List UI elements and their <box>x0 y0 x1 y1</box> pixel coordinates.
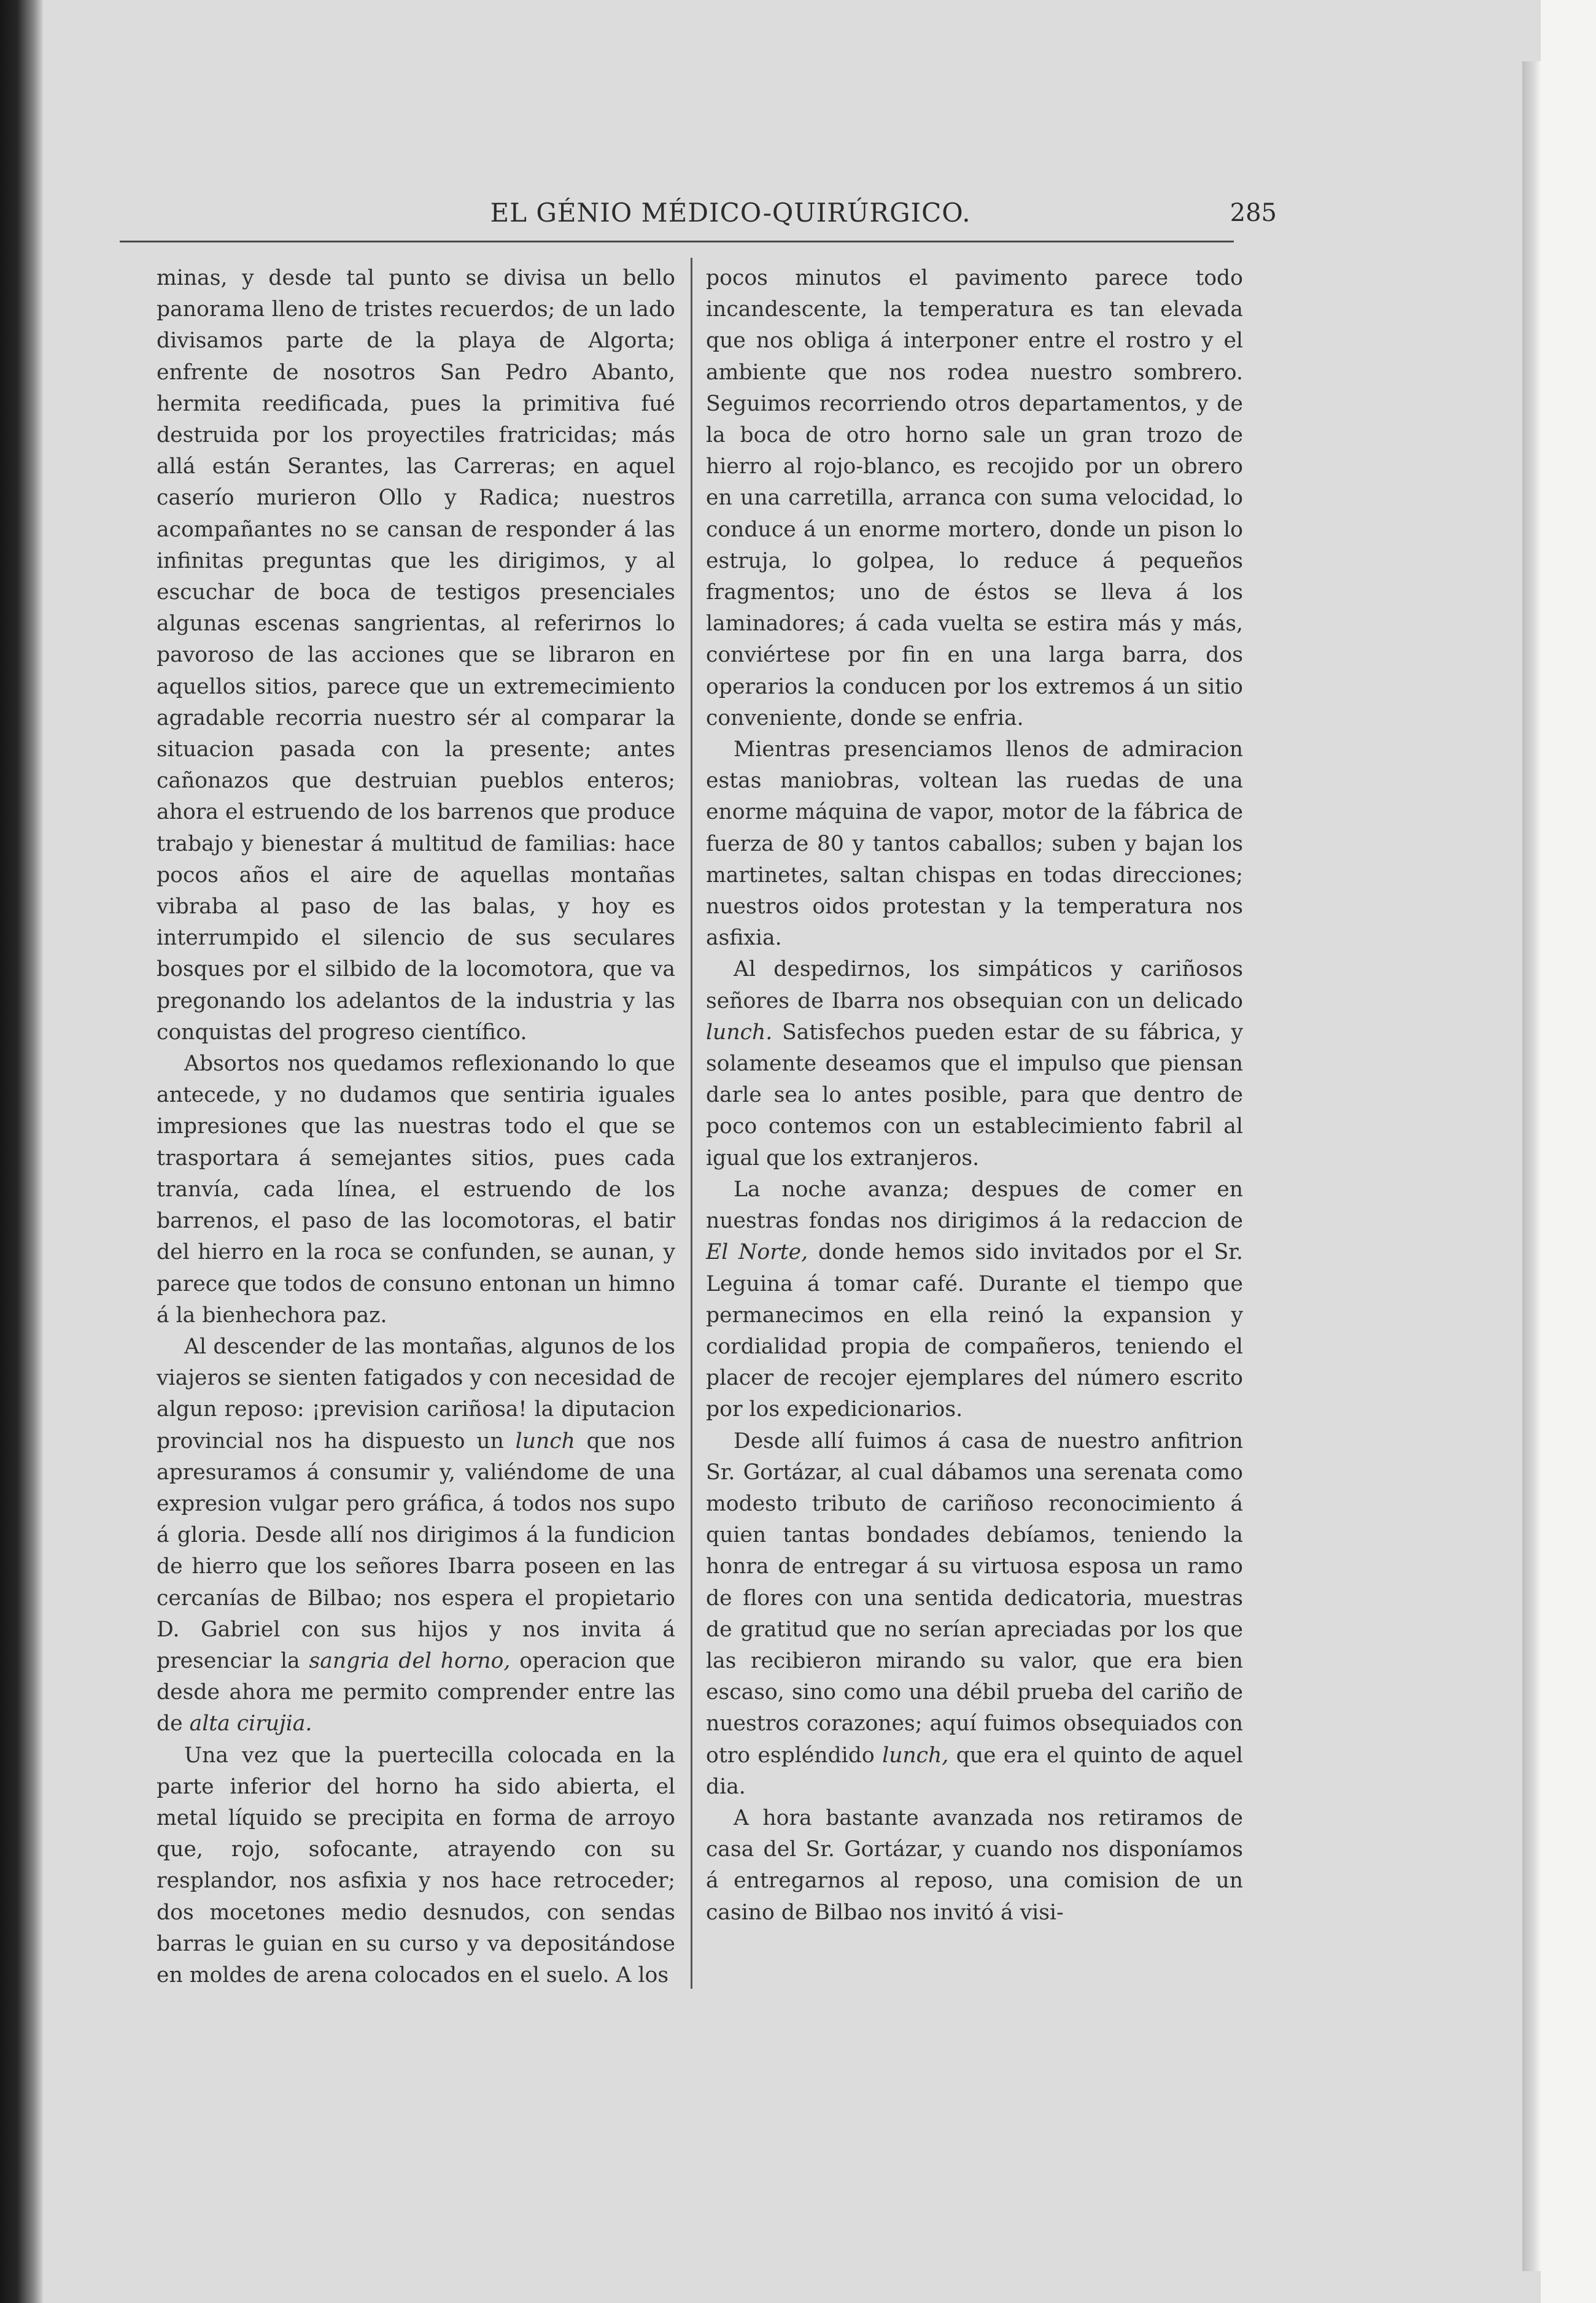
paragraph: pocos minutos el pavimento parece todo incandescente, la temperatura es tan elevada que nos obliga á interponer entre el rostro y el ambiente que nos rodea nuestro sombrero. Seguimos recorriendo otros departamentos, y de la boca de otro horno sale un gran trozo de hierro al rojo-blanco, es recojido por un obrero en una carretilla, arranca con suma velocidad, lo conduce á un enorme mortero, donde un pison lo estruja, lo golpea, lo reduce á pequeños fragmentos; uno de éstos se lleva á los laminadores; á cada vuelta se estira más y más, conviértese por fin en una larga barra, dos operarios la conducen por los extremos á un sitio conveniente, donde se enfria. <box>706 266 1243 730</box>
text-run: La noche avanza; despues de comer en nuestras fondas nos dirigimos á la redaccion de <box>706 1177 1243 1234</box>
text-run: Desde allí fuimos á casa de nuestro anfitrion Sr. Gortázar, al cual dábamos una serenata como modesto tributo de cariñoso reconocimiento á quien tantas bondades debíamos, teniendo la honra de entregar á su virtuosa esposa un ramo de flores con una sentida dedicatoria, muestras de gratitud que no serían apreciadas por los que las recibieron mirando su valor, que era bien escaso, sino como una débil prueba del cariño de nuestros corazones; aquí fuimos obsequiados con otro espléndido <box>706 1428 1243 1768</box>
running-title: EL GÉNIO MÉDICO-QUIRÚRGICO. <box>490 198 971 228</box>
column-divider <box>691 258 692 1989</box>
paragraph <box>706 954 1243 1174</box>
text-run: Al despedirnos, los simpáticos y cariñosos señores de Ibarra nos obsequian con un delicado <box>706 957 1243 1013</box>
italic-term: lunch, <box>882 1743 949 1768</box>
paragraph <box>157 1331 675 1740</box>
italic-term: alta cirujia. <box>189 1711 312 1736</box>
paragraph: Mientras presenciamos llenos de admiracion estas maniobras, voltean las ruedas de una enorme máquina de vapor, motor de la fábrica de fuerza de 80 y tantos caballos; suben y bajan los martinetes, saltan chispas en todas direcciones; nuestros oidos protestan y la temperatura nos asfixia. <box>706 737 1243 951</box>
text-run: Al descender de las montañas, algunos de los viajeros se sienten fatigados y con necesidad de algun reposo: ¡prevision cariñosa! la diputacion provincial nos ha dispuesto un <box>157 1334 675 1453</box>
italic-term: lunch. <box>706 1020 773 1045</box>
page-stack-edge <box>1522 61 1541 2271</box>
text-run: donde hemos sido invitados por el Sr. Leguina á tomar café. Durante el tiempo que permanecimos en ella reinó la expansion y cordialidad propia de compañeros, teniendo el placer de recojer ejemplares del número escrito por los expedicionarios. <box>706 1240 1244 1422</box>
book-binding-edge <box>0 0 43 2303</box>
page-number: 285 <box>1230 199 1277 227</box>
paragraph <box>706 1426 1243 1803</box>
right-column <box>706 263 1243 1929</box>
header-rule <box>120 241 1234 242</box>
text-run: Satisfechos pueden estar de su fábrica, y solamente deseamos que el impulso que piensan darle sea lo antes posible, para que dentro de poco contemos con un establecimiento fabril al igual que los extranjeros. <box>706 1020 1243 1171</box>
paragraph: minas, y desde tal punto se divisa un bello panorama lleno de tristes recuerdos; de un lado divisamos parte de la playa de Algorta; enfrente de nosotros San Pedro Abanto, hermita reedificada, pues la primitiva fué destruida por los proyectiles fratricidas; más allá están Serantes, las Carreras; en aquel caserío murieron Ollo y Radica; nuestros acompañantes no se cansan de responder á las infinitas preguntas que les dirigimos, y al escuchar de boca de testigos presenciales algunas escenas sangrientas, al referirnos lo pavoroso de las acciones que se libraron en aquellos sitios, parece que un extremecimiento agradable recorria nuestro sér al comparar la situacion pasada con la presente; antes cañonazos que destruian pueblos enteros; ahora el estruendo de los barrenos que produce trabajo y bienestar á multitud de familias: hace pocos años el aire de aquellas montañas vibraba al paso de las balas, y hoy es interrumpido el silencio de sus seculares bosques por el silbido de la locomotora, que va pregonando los adelantos de la industria y las conquistas del progreso científico. <box>157 266 675 1045</box>
paragraph: Absortos nos quedamos reflexionando lo que antecede, y no dudamos que sentiria iguales impresiones que las nuestras todo el que se trasportara á semejantes sitios, pues cada tranvía, cada línea, el estruendo de los barrenos, el paso de las locomotoras, el batir del hierro en la roca se confunden, se aunan, y parece que todos de consuno entonan un himno á la bienhechora paz. <box>157 1051 675 1328</box>
italic-term: sangria del horno, <box>309 1648 511 1673</box>
text-run: que era el quinto de aquel dia. <box>706 1743 1243 1799</box>
text-run: que nos apresuramos á consumir y, valiéndome de una expresion vulgar pero gráfica, á todos nos supo á gloria. Desde allí nos dirigimos á la fundicion de hierro que los señores Ibarra poseen en las cercanías de Bilbao; nos espera el propietario D. Gabriel con sus hijos y nos invita á presenciar la <box>157 1428 676 1673</box>
paragraph <box>706 1174 1243 1426</box>
left-column <box>157 263 675 1991</box>
text-run: operacion que desde ahora me permito comprender entre las de <box>157 1648 675 1736</box>
page-header <box>184 198 1277 234</box>
italic-term: lunch <box>515 1428 575 1453</box>
paragraph: A hora bastante avanzada nos retiramos de casa del Sr. Gortázar, y cuando nos disponíamos á entregarnos al reposo, una comision de un casino de Bilbao nos invitó á visi- <box>706 1805 1243 1925</box>
paragraph: Una vez que la puertecilla colocada en la parte inferior del horno ha sido abierta, el metal líquido se precipita en forma de arroyo que, rojo, sofocante, atrayendo con su resplandor, nos asfixia y nos hace retroceder; dos mocetones medio desnudos, con sendas barras le guian en su curso y va depositándose en moldes de arena colocados en el suelo. A los <box>157 1743 675 1988</box>
italic-term: El Norte, <box>706 1240 808 1265</box>
